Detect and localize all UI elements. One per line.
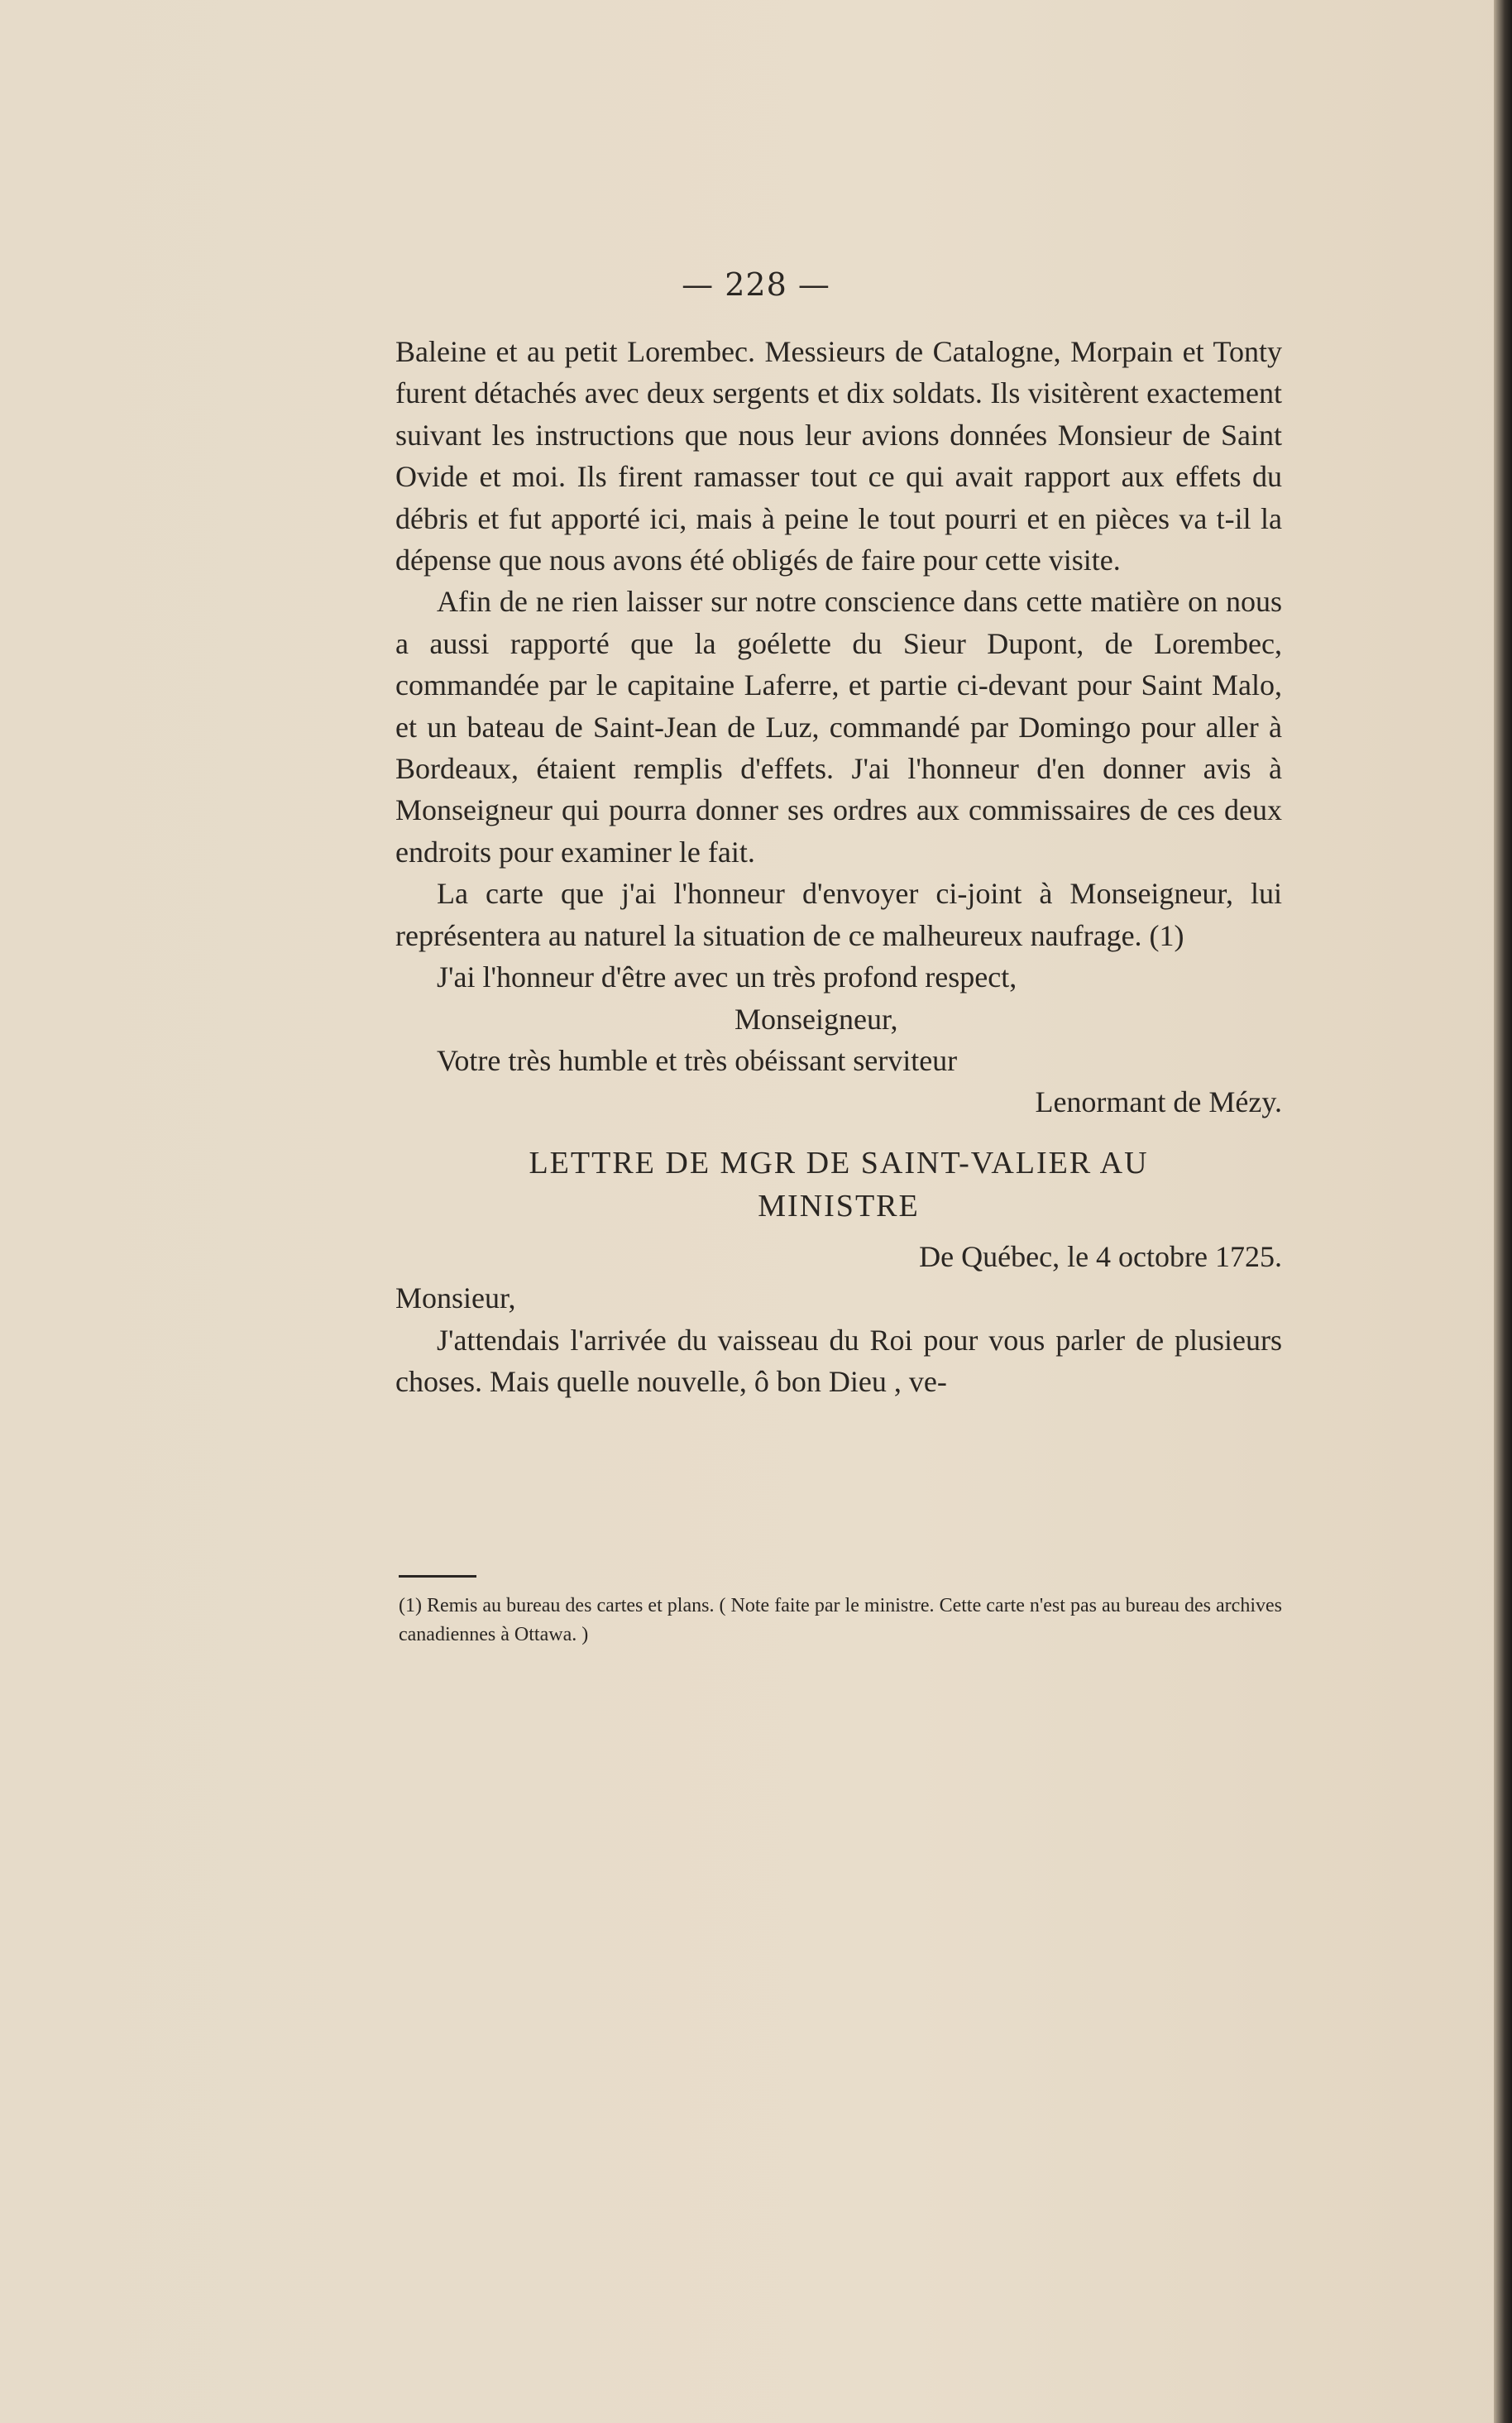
footnote: (1) Remis au bureau des cartes et plans. ( Note faite par le ministre. Cette carte n'est pas au bureau des archives canadiennes à Ottawa. ) (399, 1595, 1282, 1645)
letter-dateline: De Québec, le 4 octobre 1725. (919, 1239, 1282, 1273)
closing-address: Monseigneur, (734, 1002, 898, 1036)
page-body (395, 331, 1282, 1402)
signature: Lenormant de Mézy. (1035, 1085, 1282, 1119)
closing-servant: Votre très humble et très obéissant serviteur (437, 1043, 958, 1077)
letter-salutation: Monsieur, (395, 1281, 516, 1315)
footnote-rule (399, 1575, 476, 1578)
paragraph-goelette: Afin de ne rien laisser sur notre conscience dans cette matière on nous a aussi rapporté que la goélette du Sieur Dupont, de Lorembec, commandée par le capitaine Laferre, et partie ci-devant pour Saint Malo, et un bateau de Saint-Jean de Luz, commandé par Domingo pour aller à Bordeaux, étaient remplis d'effets. J'ai l'honneur d'en donner avis à Monseigneur qui pourra donner ses ordres aux commissaires de ces deux endroits pour examiner le fait. (395, 585, 1282, 869)
letter-opening: J'attendais l'arrivée du vaisseau du Roi pour vous parler de plusieurs choses. Mais quelle nouvelle, ô bon Dieu , ve- (395, 1323, 1282, 1398)
paragraph-carte: La carte que j'ai l'honneur d'envoyer ci-joint à Monseigneur, lui représentera au naturel la situation de ce malheureux naufrage. (1) (395, 877, 1282, 952)
paragraph-continuation: Baleine et au petit Lorembec. Messieurs de Catalogne, Morpain et Tonty furent détachés avec deux sergents et dix soldats. Ils visitèrent exactement suivant les instructions que nous leur avions données Monsieur de Saint Ovide et moi. Ils firent ramasser tout ce qui avait rapport aux effets du débris et fut apporté ici, mais à peine le tout pourri et en pièces va t-il la dépense que nous avons été obligés de faire pour cette visite. (395, 335, 1282, 577)
letter-heading-line2: MINISTRE (758, 1188, 920, 1223)
letter-heading (395, 1142, 1282, 1228)
page-number: — 228 — (682, 266, 830, 303)
letter-heading-line1: LETTRE DE MGR DE SAINT-VALIER AU (529, 1145, 1149, 1180)
book-spine-edge (1494, 0, 1512, 2423)
closing-line: J'ai l'honneur d'être avec un très profond respect, (437, 960, 1017, 994)
